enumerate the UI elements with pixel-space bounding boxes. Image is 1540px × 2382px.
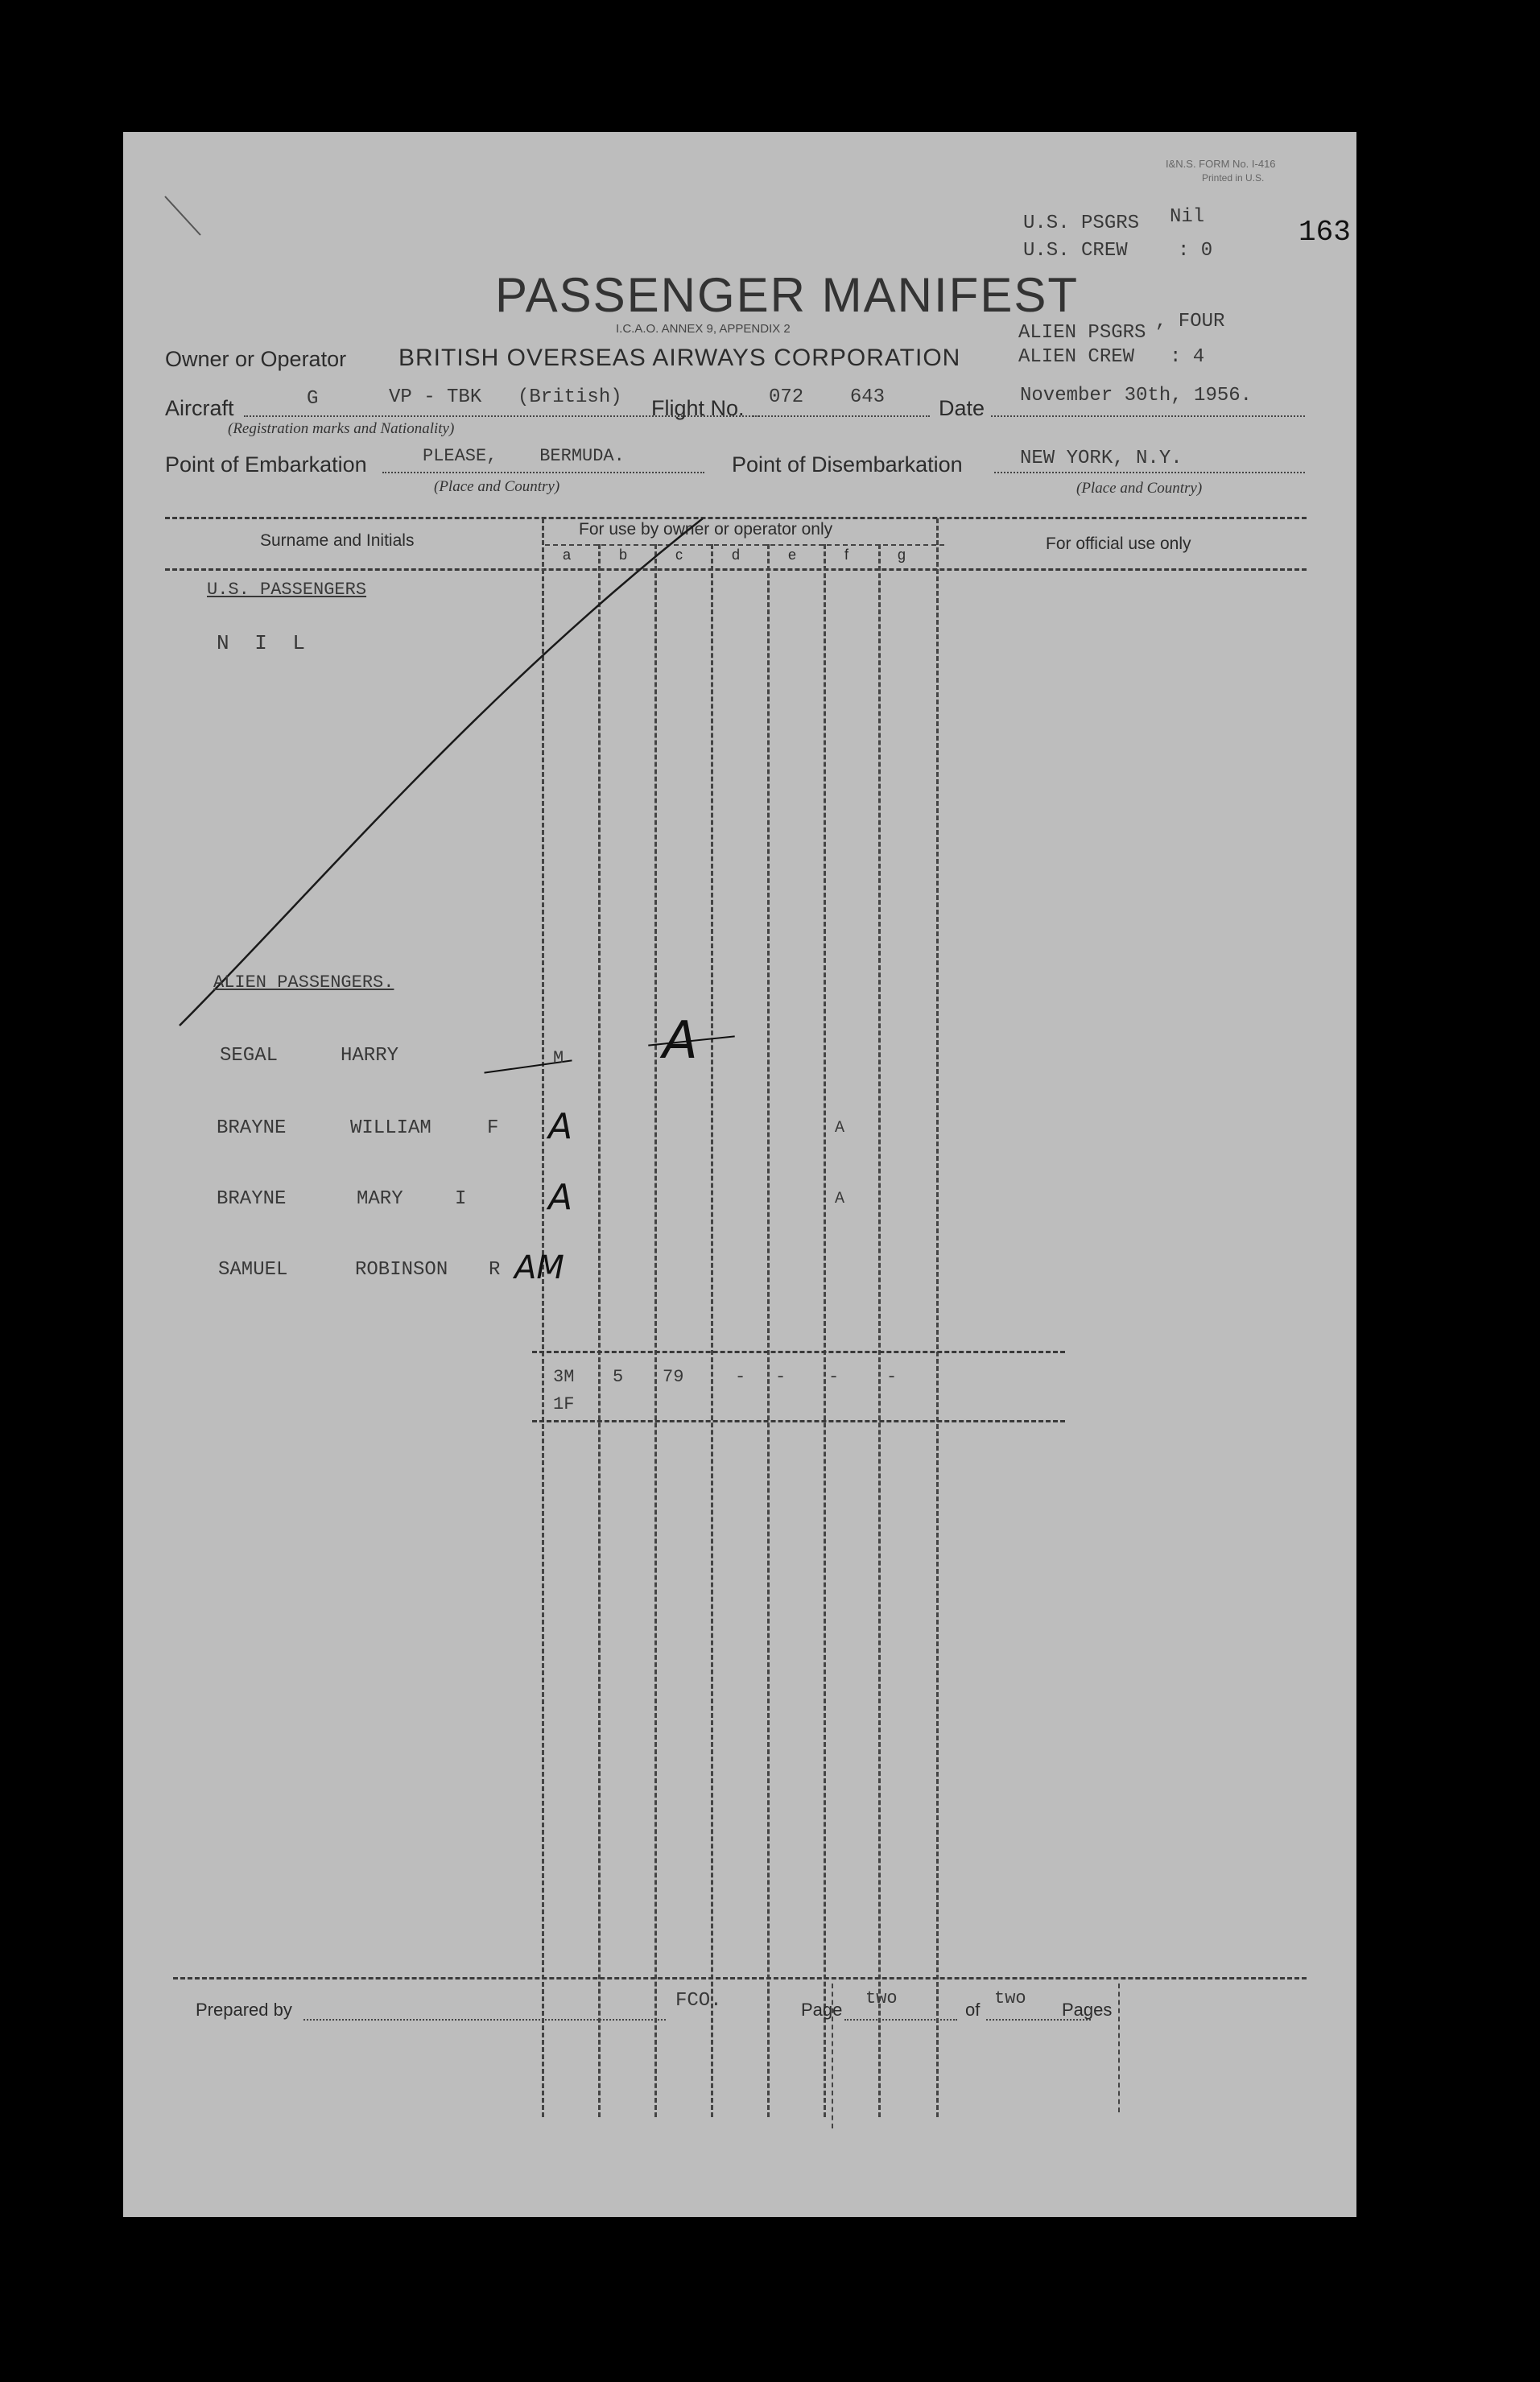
table-bottom-rule [173,1977,1307,1979]
us-psgrs-value: Nil [1170,206,1205,228]
subcol-g: g [898,547,906,563]
total-a-male: 3M [553,1367,575,1387]
page-stamp-number: 163 [1298,216,1351,249]
total-g: - [886,1367,898,1387]
page-title: PASSENGER MANIFEST [495,268,1080,322]
manifest-page [123,132,1356,2217]
row2-col-a: A [548,1106,573,1147]
date-value: November 30th, 1956. [1020,385,1253,407]
row3-initial: I [455,1188,467,1210]
row3-col-a: A [548,1177,573,1218]
total-c: 79 [663,1367,684,1387]
row4-initial: R [489,1259,501,1281]
row1-surname: SEGAL [220,1045,279,1067]
row2-surname: BRAYNE [217,1117,287,1139]
owner-label: Owner or Operator [165,347,347,371]
row4-col-a: AM [514,1249,564,1286]
aircraft-note: (Registration marks and Nationality) [228,420,455,437]
subcol-a: a [563,547,572,563]
owner-value: BRITISH OVERSEAS AIRWAYS CORPORATION [398,345,961,371]
embark-label: Point of Embarkation [165,452,367,477]
row3-col-f: A [835,1190,845,1208]
row3-given: MARY [357,1188,403,1210]
form-number: I&N.S. FORM No. I-416 [1166,158,1276,170]
page-subtitle: I.C.A.O. ANNEX 9, APPENDIX 2 [616,322,791,336]
aircraft-nationality: (British) [518,386,622,408]
pages-label: Pages [1062,2000,1113,2020]
embark-note: (Place and Country) [434,478,560,495]
us-psgrs-label: U.S. PSGRS [1023,213,1140,234]
us-crew-label: U.S. CREW [1023,240,1128,262]
page-line [844,2019,957,2021]
total-e: - [775,1367,787,1387]
footer-fold-mark-2 [1118,1984,1120,2112]
aircraft-prefix: G [307,388,319,410]
flight-value: 072 643 [769,386,886,408]
us-crew-value: : 0 [1178,240,1213,262]
us-passengers-nil: N I L [217,631,312,655]
subcol-c: c [675,547,683,563]
alien-psgrs-value: , FOUR [1155,311,1225,332]
alien-passengers-heading: ALIEN PASSENGERS. [213,972,394,993]
aircraft-label: Aircraft [165,396,234,420]
subcol-d: d [732,547,741,563]
alien-psgrs-label: ALIEN PSGRS [1018,322,1146,344]
date-label: Date [939,396,985,420]
row3-surname: BRAYNE [217,1188,287,1210]
prepared-label: Prepared by [196,2000,292,2020]
prepared-line [303,2019,666,2021]
page-label: Page [801,2000,843,2020]
row1-col-a: M [553,1048,564,1068]
alien-crew-value: : 4 [1170,346,1205,368]
subcol-e: e [788,547,797,563]
page-value: two [865,1988,898,2008]
row1-handwritten-mark: A [663,1011,698,1071]
total-a-female: 1F [553,1394,575,1414]
subcol-f: f [844,547,849,563]
row4-given: ROBINSON [355,1259,448,1281]
disembark-value: NEW YORK, N.Y. [1020,448,1183,469]
printed-note: Printed in U.S. [1202,172,1265,184]
aircraft-value: VP - TBK [389,386,482,408]
totals-top-rule [532,1351,1065,1353]
row2-col-f: A [835,1119,845,1137]
row4-surname: SAMUEL [218,1259,288,1281]
embark-value: PLEASE, BERMUDA. [423,446,625,466]
row2-given: WILLIAM [350,1117,431,1139]
of-value: two [994,1988,1026,2008]
disembark-note: (Place and Country) [1076,480,1203,497]
alien-crew-label: ALIEN CREW [1018,346,1135,368]
flight-label: Flight No. [651,396,745,420]
disembark-label: Point of Disembarkation [732,452,963,477]
cancel-stroke [123,132,1356,2217]
subcol-b: b [619,547,628,563]
total-f: - [828,1367,840,1387]
total-b: 5 [613,1367,624,1387]
us-passengers-heading: U.S. PASSENGERS [207,580,367,600]
of-label: of [965,2000,981,2020]
row2-initial: F [487,1117,499,1139]
col-operator-header: For use by owner or operator only [579,520,833,539]
row1-given: HARRY [341,1045,399,1067]
col-official-header: For official use only [1046,535,1191,553]
totals-bottom-rule [532,1420,1065,1422]
col-name-header: Surname and Initials [260,531,415,550]
total-d: - [735,1367,746,1387]
prepared-value: FCO. [675,1990,722,2012]
